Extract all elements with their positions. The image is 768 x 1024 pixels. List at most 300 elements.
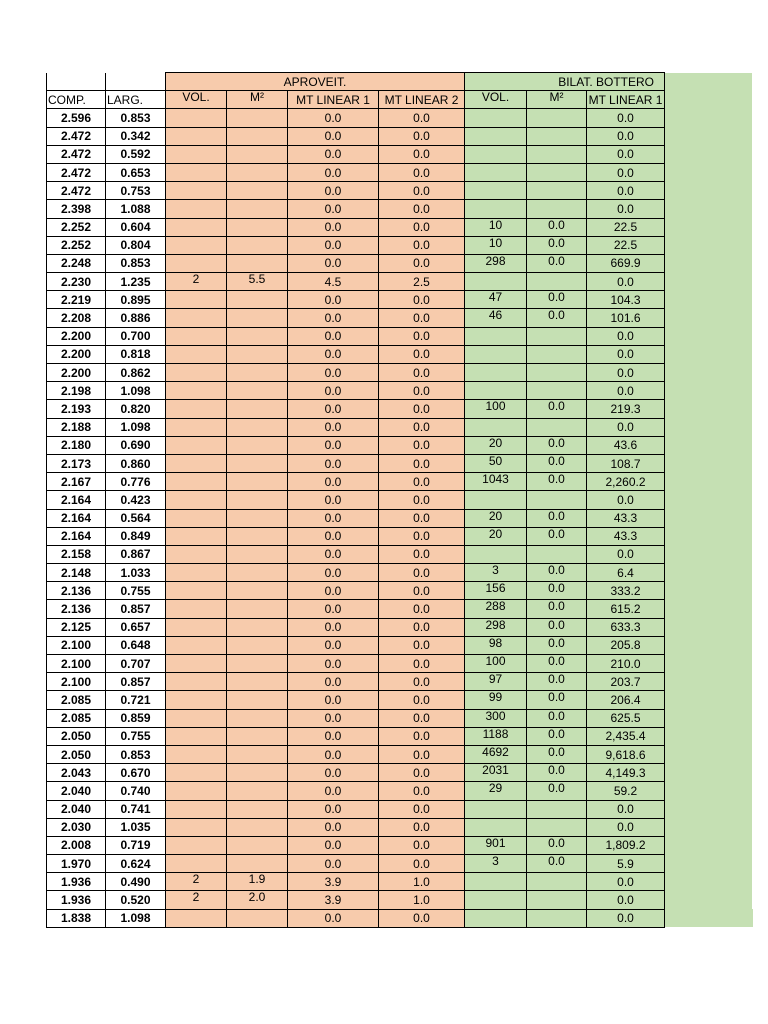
cell-larg[interactable]: 0.849 (106, 527, 166, 545)
cell-mt-linear-2[interactable]: 0.0 (379, 782, 465, 800)
cell-comp[interactable]: 2.085 (47, 691, 106, 709)
green-fill-cell[interactable] (665, 545, 753, 563)
cell-bilat-m2[interactable]: 0.0 (527, 691, 587, 709)
cell-m2[interactable] (227, 655, 288, 673)
cell-larg[interactable]: 0.564 (106, 509, 166, 527)
cell-larg[interactable]: 0.721 (106, 691, 166, 709)
cell-comp[interactable]: 2.164 (47, 509, 106, 527)
cell-mt-linear-2[interactable]: 0.0 (379, 109, 465, 127)
cell-bilat-m2[interactable]: 0.0 (527, 636, 587, 654)
cell-vol[interactable] (166, 327, 227, 345)
cell-comp[interactable]: 2.136 (47, 582, 106, 600)
cell-mt-linear-2[interactable]: 0.0 (379, 564, 465, 582)
cell-bilat-m2[interactable] (527, 345, 587, 363)
cell-larg[interactable]: 0.700 (106, 327, 166, 345)
cell-vol[interactable]: 2 (166, 273, 227, 291)
green-fill-cell[interactable] (665, 236, 753, 254)
cell-larg[interactable]: 0.670 (106, 764, 166, 782)
cell-larg[interactable]: 0.342 (106, 127, 166, 145)
cell-mt-linear-2[interactable]: 0.0 (379, 473, 465, 491)
cell-m2[interactable] (227, 691, 288, 709)
green-fill-cell[interactable] (665, 200, 753, 218)
cell-comp[interactable]: 2.100 (47, 636, 106, 654)
cell-mt-linear-1[interactable]: 3.9 (288, 891, 379, 909)
cell-vol[interactable] (166, 691, 227, 709)
cell-bilat-vol[interactable] (465, 418, 527, 436)
green-fill-cell[interactable] (665, 636, 753, 654)
cell-bilat-m2[interactable]: 0.0 (527, 218, 587, 236)
cell-bilat-mt-linear-1[interactable]: 203.7 (587, 673, 665, 691)
cell-bilat-vol[interactable]: 300 (465, 709, 527, 727)
cell-vol[interactable] (166, 309, 227, 327)
cell-bilat-mt-linear-1[interactable]: 2,260.2 (587, 473, 665, 491)
cell-comp[interactable]: 2.472 (47, 145, 106, 163)
cell-bilat-m2[interactable]: 0.0 (527, 727, 587, 745)
cell-bilat-vol[interactable]: 10 (465, 236, 527, 254)
cell-mt-linear-2[interactable]: 0.0 (379, 200, 465, 218)
cell-bilat-mt-linear-1[interactable]: 0.0 (587, 163, 665, 181)
cell-m2[interactable] (227, 254, 288, 272)
cell-bilat-vol[interactable] (465, 818, 527, 836)
cell-mt-linear-2[interactable]: 0.0 (379, 454, 465, 472)
cell-mt-linear-2[interactable]: 0.0 (379, 527, 465, 545)
cell-comp[interactable]: 2.188 (47, 418, 106, 436)
cell-bilat-m2[interactable] (527, 818, 587, 836)
cell-larg[interactable]: 0.860 (106, 454, 166, 472)
cell-bilat-vol[interactable] (465, 109, 527, 127)
cell-m2[interactable] (227, 745, 288, 763)
cell-vol[interactable] (166, 855, 227, 873)
cell-m2[interactable] (227, 454, 288, 472)
cell-comp[interactable]: 1.838 (47, 909, 106, 927)
cell-larg[interactable]: 1.035 (106, 818, 166, 836)
cell-mt-linear-1[interactable]: 0.0 (288, 818, 379, 836)
cell-bilat-vol[interactable] (465, 382, 527, 400)
cell-mt-linear-1[interactable]: 0.0 (288, 800, 379, 818)
cell-comp[interactable]: 1.936 (47, 891, 106, 909)
cell-comp[interactable]: 2.164 (47, 491, 106, 509)
cell-comp[interactable]: 2.208 (47, 309, 106, 327)
cell-vol[interactable] (166, 182, 227, 200)
cell-m2[interactable] (227, 109, 288, 127)
cell-larg[interactable]: 0.719 (106, 836, 166, 854)
cell-vol[interactable] (166, 636, 227, 654)
cell-comp[interactable]: 2.200 (47, 364, 106, 382)
cell-bilat-m2[interactable] (527, 491, 587, 509)
cell-bilat-vol[interactable]: 288 (465, 600, 527, 618)
green-fill-cell[interactable] (665, 873, 753, 891)
green-fill-cell[interactable] (665, 727, 753, 745)
cell-bilat-m2[interactable]: 0.0 (527, 764, 587, 782)
cell-bilat-vol[interactable] (465, 800, 527, 818)
cell-bilat-mt-linear-1[interactable]: 9,618.6 (587, 745, 665, 763)
cell-larg[interactable]: 0.740 (106, 782, 166, 800)
cell-larg[interactable]: 0.755 (106, 582, 166, 600)
cell-mt-linear-2[interactable]: 0.0 (379, 545, 465, 563)
cell-mt-linear-1[interactable]: 0.0 (288, 855, 379, 873)
cell-vol[interactable] (166, 127, 227, 145)
cell-comp[interactable]: 2.043 (47, 764, 106, 782)
cell-mt-linear-2[interactable]: 0.0 (379, 818, 465, 836)
cell-vol[interactable] (166, 436, 227, 454)
cell-bilat-vol[interactable]: 20 (465, 509, 527, 527)
cell-larg[interactable]: 0.604 (106, 218, 166, 236)
cell-mt-linear-1[interactable]: 0.0 (288, 691, 379, 709)
cell-larg[interactable]: 0.690 (106, 436, 166, 454)
cell-larg[interactable]: 1.033 (106, 564, 166, 582)
cell-larg[interactable]: 1.098 (106, 382, 166, 400)
green-fill-cell[interactable] (665, 291, 753, 309)
green-fill-cell[interactable] (665, 400, 753, 418)
cell-bilat-mt-linear-1[interactable]: 101.6 (587, 309, 665, 327)
col-header-bilat-vol[interactable]: VOL. (465, 91, 527, 109)
cell-larg[interactable]: 0.753 (106, 182, 166, 200)
cell-bilat-mt-linear-1[interactable]: 0.0 (587, 127, 665, 145)
cell-mt-linear-1[interactable]: 0.0 (288, 163, 379, 181)
cell-vol[interactable] (166, 764, 227, 782)
cell-bilat-vol[interactable]: 3 (465, 564, 527, 582)
cell-comp[interactable]: 2.398 (47, 200, 106, 218)
cell-mt-linear-1[interactable]: 0.0 (288, 364, 379, 382)
cell-bilat-vol[interactable]: 98 (465, 636, 527, 654)
green-fill-cell[interactable] (665, 91, 753, 109)
cell-bilat-vol[interactable] (465, 345, 527, 363)
cell-larg[interactable]: 0.520 (106, 891, 166, 909)
cell-bilat-mt-linear-1[interactable]: 59.2 (587, 782, 665, 800)
cell-bilat-vol[interactable]: 1188 (465, 727, 527, 745)
col-header-vol[interactable]: VOL. (166, 91, 227, 109)
cell-m2[interactable] (227, 218, 288, 236)
cell-mt-linear-2[interactable]: 0.0 (379, 764, 465, 782)
cell-m2[interactable]: 1.9 (227, 873, 288, 891)
cell-bilat-mt-linear-1[interactable]: 219.3 (587, 400, 665, 418)
cell-larg[interactable]: 0.857 (106, 673, 166, 691)
cell-vol[interactable] (166, 382, 227, 400)
cell-mt-linear-2[interactable]: 0.0 (379, 655, 465, 673)
cell-bilat-vol[interactable] (465, 891, 527, 909)
cell-mt-linear-1[interactable]: 0.0 (288, 509, 379, 527)
cell-larg[interactable]: 0.624 (106, 855, 166, 873)
cell-comp[interactable]: 2.248 (47, 254, 106, 272)
cell-bilat-mt-linear-1[interactable]: 43.3 (587, 527, 665, 545)
cell-larg[interactable]: 0.755 (106, 727, 166, 745)
cell-mt-linear-1[interactable]: 0.0 (288, 527, 379, 545)
cell-mt-linear-1[interactable]: 0.0 (288, 418, 379, 436)
cell-bilat-m2[interactable] (527, 909, 587, 927)
cell-larg[interactable]: 0.490 (106, 873, 166, 891)
cell-bilat-vol[interactable]: 2031 (465, 764, 527, 782)
cell-vol[interactable]: 2 (166, 873, 227, 891)
cell-bilat-mt-linear-1[interactable]: 22.5 (587, 218, 665, 236)
cell-comp[interactable]: 2.158 (47, 545, 106, 563)
green-fill-cell[interactable] (665, 218, 753, 236)
cell-mt-linear-2[interactable]: 0.0 (379, 855, 465, 873)
cell-mt-linear-2[interactable]: 0.0 (379, 327, 465, 345)
cell-mt-linear-1[interactable]: 0.0 (288, 473, 379, 491)
cell-larg[interactable]: 0.423 (106, 491, 166, 509)
green-fill-cell[interactable] (665, 600, 753, 618)
cell-comp[interactable]: 1.936 (47, 873, 106, 891)
col-header-bilat-m2[interactable]: M² (527, 91, 587, 109)
cell-mt-linear-2[interactable]: 0.0 (379, 309, 465, 327)
cell-mt-linear-1[interactable]: 0.0 (288, 200, 379, 218)
cell-vol[interactable] (166, 673, 227, 691)
cell-mt-linear-1[interactable]: 0.0 (288, 436, 379, 454)
cell-bilat-m2[interactable]: 0.0 (527, 855, 587, 873)
cell-bilat-m2[interactable]: 0.0 (527, 673, 587, 691)
cell-vol[interactable] (166, 818, 227, 836)
green-fill-cell[interactable] (665, 800, 753, 818)
col-header-mt-linear-1[interactable]: MT LINEAR 1 (288, 91, 379, 109)
cell-m2[interactable]: 5.5 (227, 273, 288, 291)
cell-vol[interactable] (166, 909, 227, 927)
cell-bilat-vol[interactable] (465, 145, 527, 163)
cell-bilat-vol[interactable]: 298 (465, 618, 527, 636)
cell-m2[interactable] (227, 909, 288, 927)
cell-comp[interactable]: 2.164 (47, 527, 106, 545)
cell-mt-linear-2[interactable]: 0.0 (379, 509, 465, 527)
cell-larg[interactable]: 0.741 (106, 800, 166, 818)
cell-bilat-vol[interactable]: 99 (465, 691, 527, 709)
cell-m2[interactable] (227, 836, 288, 854)
cell-vol[interactable] (166, 345, 227, 363)
cell-mt-linear-1[interactable]: 4.5 (288, 273, 379, 291)
cell-bilat-m2[interactable]: 0.0 (527, 309, 587, 327)
cell-m2[interactable] (227, 636, 288, 654)
cell-bilat-mt-linear-1[interactable]: 0.0 (587, 418, 665, 436)
cell-mt-linear-1[interactable]: 0.0 (288, 564, 379, 582)
cell-larg[interactable]: 0.862 (106, 364, 166, 382)
cell-bilat-vol[interactable]: 29 (465, 782, 527, 800)
cell-bilat-m2[interactable]: 0.0 (527, 509, 587, 527)
cell-bilat-m2[interactable] (527, 182, 587, 200)
cell-comp[interactable]: 2.252 (47, 236, 106, 254)
green-fill-cell[interactable] (665, 527, 753, 545)
cell-bilat-m2[interactable] (527, 273, 587, 291)
cell-bilat-vol[interactable]: 97 (465, 673, 527, 691)
cell-m2[interactable] (227, 709, 288, 727)
green-fill-cell[interactable] (665, 382, 753, 400)
cell-m2[interactable] (227, 291, 288, 309)
cell-larg[interactable]: 0.818 (106, 345, 166, 363)
cell-comp[interactable]: 2.193 (47, 400, 106, 418)
cell-vol[interactable]: 2 (166, 891, 227, 909)
cell-bilat-vol[interactable] (465, 873, 527, 891)
cell-comp[interactable]: 2.167 (47, 473, 106, 491)
cell-bilat-m2[interactable] (527, 327, 587, 345)
cell-mt-linear-1[interactable]: 0.0 (288, 582, 379, 600)
corner-cell[interactable] (106, 73, 166, 91)
cell-mt-linear-1[interactable]: 0.0 (288, 454, 379, 472)
green-fill-cell[interactable] (665, 436, 753, 454)
cell-bilat-vol[interactable]: 298 (465, 254, 527, 272)
cell-m2[interactable] (227, 400, 288, 418)
cell-vol[interactable] (166, 200, 227, 218)
cell-m2[interactable] (227, 818, 288, 836)
cell-mt-linear-2[interactable]: 0.0 (379, 673, 465, 691)
cell-larg[interactable]: 0.853 (106, 745, 166, 763)
cell-bilat-mt-linear-1[interactable]: 333.2 (587, 582, 665, 600)
cell-bilat-vol[interactable]: 10 (465, 218, 527, 236)
cell-mt-linear-1[interactable]: 0.0 (288, 655, 379, 673)
cell-larg[interactable]: 0.653 (106, 163, 166, 181)
green-fill-cell[interactable] (665, 127, 753, 145)
cell-mt-linear-1[interactable]: 0.0 (288, 291, 379, 309)
cell-vol[interactable] (166, 291, 227, 309)
green-fill-cell[interactable] (665, 273, 753, 291)
cell-mt-linear-1[interactable]: 3.9 (288, 873, 379, 891)
cell-bilat-m2[interactable]: 0.0 (527, 782, 587, 800)
cell-mt-linear-1[interactable]: 0.0 (288, 764, 379, 782)
cell-comp[interactable]: 1.970 (47, 855, 106, 873)
cell-bilat-vol[interactable]: 20 (465, 527, 527, 545)
cell-mt-linear-2[interactable]: 0.0 (379, 691, 465, 709)
cell-bilat-mt-linear-1[interactable]: 2,435.4 (587, 727, 665, 745)
cell-mt-linear-1[interactable]: 0.0 (288, 327, 379, 345)
cell-vol[interactable] (166, 655, 227, 673)
cell-bilat-mt-linear-1[interactable]: 108.7 (587, 454, 665, 472)
cell-bilat-mt-linear-1[interactable]: 0.0 (587, 909, 665, 927)
cell-mt-linear-1[interactable]: 0.0 (288, 127, 379, 145)
cell-bilat-vol[interactable] (465, 491, 527, 509)
corner-cell[interactable] (47, 73, 106, 91)
cell-larg[interactable]: 0.820 (106, 400, 166, 418)
cell-comp[interactable]: 2.472 (47, 163, 106, 181)
cell-bilat-m2[interactable]: 0.0 (527, 618, 587, 636)
cell-bilat-m2[interactable] (527, 109, 587, 127)
cell-bilat-mt-linear-1[interactable]: 43.6 (587, 436, 665, 454)
cell-mt-linear-2[interactable]: 0.0 (379, 291, 465, 309)
cell-bilat-mt-linear-1[interactable]: 6.4 (587, 564, 665, 582)
cell-m2[interactable] (227, 800, 288, 818)
cell-bilat-m2[interactable] (527, 200, 587, 218)
cell-mt-linear-2[interactable]: 0.0 (379, 382, 465, 400)
cell-bilat-mt-linear-1[interactable]: 0.0 (587, 491, 665, 509)
cell-mt-linear-1[interactable]: 0.0 (288, 636, 379, 654)
cell-larg[interactable]: 0.886 (106, 309, 166, 327)
cell-bilat-m2[interactable] (527, 891, 587, 909)
cell-m2[interactable] (227, 582, 288, 600)
cell-m2[interactable] (227, 491, 288, 509)
green-fill-cell[interactable] (665, 891, 753, 909)
cell-comp[interactable]: 2.198 (47, 382, 106, 400)
cell-bilat-vol[interactable] (465, 200, 527, 218)
cell-comp[interactable]: 2.085 (47, 709, 106, 727)
cell-m2[interactable] (227, 436, 288, 454)
cell-m2[interactable] (227, 327, 288, 345)
cell-mt-linear-1[interactable]: 0.0 (288, 709, 379, 727)
cell-mt-linear-1[interactable]: 0.0 (288, 182, 379, 200)
green-fill-cell[interactable] (665, 345, 753, 363)
cell-mt-linear-2[interactable]: 0.0 (379, 436, 465, 454)
cell-m2[interactable] (227, 673, 288, 691)
cell-bilat-mt-linear-1[interactable]: 1,809.2 (587, 836, 665, 854)
cell-mt-linear-2[interactable]: 0.0 (379, 909, 465, 927)
cell-mt-linear-1[interactable]: 0.0 (288, 218, 379, 236)
green-fill-cell[interactable] (665, 564, 753, 582)
cell-bilat-mt-linear-1[interactable]: 0.0 (587, 327, 665, 345)
cell-bilat-mt-linear-1[interactable]: 0.0 (587, 145, 665, 163)
cell-comp[interactable]: 2.596 (47, 109, 106, 127)
cell-bilat-m2[interactable] (527, 545, 587, 563)
cell-comp[interactable]: 2.008 (47, 836, 106, 854)
cell-mt-linear-2[interactable]: 1.0 (379, 873, 465, 891)
cell-bilat-m2[interactable]: 0.0 (527, 236, 587, 254)
cell-comp[interactable]: 2.180 (47, 436, 106, 454)
cell-mt-linear-2[interactable]: 0.0 (379, 727, 465, 745)
green-fill-cell[interactable] (665, 182, 753, 200)
green-fill-cell[interactable] (665, 782, 753, 800)
cell-vol[interactable] (166, 254, 227, 272)
cell-bilat-mt-linear-1[interactable]: 0.0 (587, 818, 665, 836)
green-fill-cell[interactable] (665, 582, 753, 600)
cell-mt-linear-2[interactable]: 0.0 (379, 618, 465, 636)
cell-mt-linear-2[interactable]: 0.0 (379, 400, 465, 418)
cell-larg[interactable]: 0.853 (106, 109, 166, 127)
cell-bilat-vol[interactable]: 50 (465, 454, 527, 472)
cell-mt-linear-1[interactable]: 0.0 (288, 382, 379, 400)
cell-bilat-m2[interactable]: 0.0 (527, 709, 587, 727)
cell-vol[interactable] (166, 836, 227, 854)
cell-comp[interactable]: 2.136 (47, 600, 106, 618)
col-header-larg[interactable]: LARG. (106, 91, 166, 109)
cell-larg[interactable]: 0.592 (106, 145, 166, 163)
cell-larg[interactable]: 0.895 (106, 291, 166, 309)
green-fill-cell[interactable] (665, 618, 753, 636)
cell-m2[interactable] (227, 382, 288, 400)
cell-vol[interactable] (166, 491, 227, 509)
cell-comp[interactable]: 2.200 (47, 345, 106, 363)
cell-comp[interactable]: 2.100 (47, 673, 106, 691)
cell-bilat-mt-linear-1[interactable]: 205.8 (587, 636, 665, 654)
green-fill-cell[interactable] (665, 364, 753, 382)
cell-larg[interactable]: 0.776 (106, 473, 166, 491)
cell-bilat-mt-linear-1[interactable]: 0.0 (587, 364, 665, 382)
cell-vol[interactable] (166, 618, 227, 636)
cell-mt-linear-1[interactable]: 0.0 (288, 400, 379, 418)
cell-comp[interactable]: 2.252 (47, 218, 106, 236)
cell-m2[interactable] (227, 236, 288, 254)
cell-m2[interactable] (227, 345, 288, 363)
green-fill-cell[interactable] (665, 109, 753, 127)
cell-bilat-vol[interactable] (465, 127, 527, 145)
cell-mt-linear-2[interactable]: 0.0 (379, 600, 465, 618)
cell-vol[interactable] (166, 236, 227, 254)
cell-larg[interactable]: 1.098 (106, 909, 166, 927)
cell-vol[interactable] (166, 709, 227, 727)
cell-mt-linear-2[interactable]: 0.0 (379, 582, 465, 600)
cell-comp[interactable]: 2.030 (47, 818, 106, 836)
cell-mt-linear-1[interactable]: 0.0 (288, 673, 379, 691)
green-fill-cell[interactable] (665, 764, 753, 782)
cell-bilat-vol[interactable]: 20 (465, 436, 527, 454)
cell-larg[interactable]: 0.657 (106, 618, 166, 636)
cell-bilat-vol[interactable]: 46 (465, 309, 527, 327)
cell-m2[interactable] (227, 527, 288, 545)
cell-vol[interactable] (166, 564, 227, 582)
cell-m2[interactable] (227, 309, 288, 327)
cell-vol[interactable] (166, 109, 227, 127)
green-fill-cell[interactable] (665, 73, 753, 91)
col-header-comp[interactable]: COMP. (47, 91, 106, 109)
cell-vol[interactable] (166, 473, 227, 491)
cell-bilat-m2[interactable]: 0.0 (527, 291, 587, 309)
green-fill-cell[interactable] (665, 509, 753, 527)
cell-bilat-mt-linear-1[interactable]: 0.0 (587, 182, 665, 200)
cell-bilat-vol[interactable]: 4692 (465, 745, 527, 763)
cell-vol[interactable] (166, 454, 227, 472)
cell-bilat-mt-linear-1[interactable]: 0.0 (587, 345, 665, 363)
